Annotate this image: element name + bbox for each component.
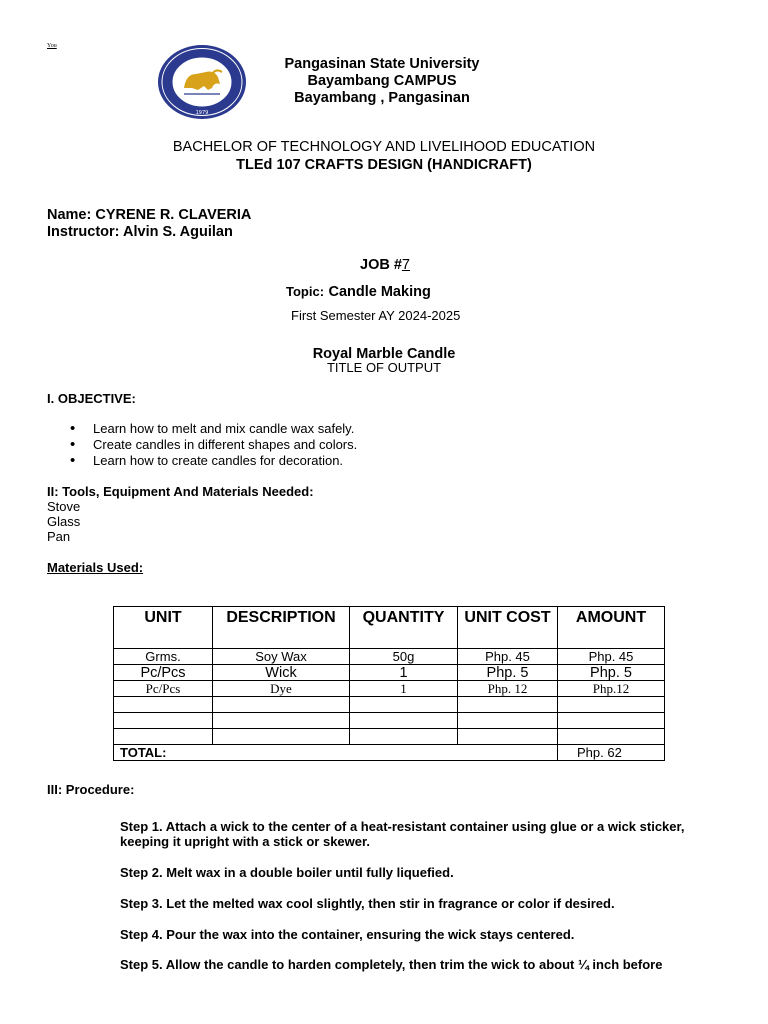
instructor-label: Instructor: — [47, 224, 120, 240]
column-header: UNIT COST — [458, 607, 558, 649]
table-row-empty — [114, 713, 665, 729]
job-value: 7 — [401, 257, 410, 273]
total-value: Php. 62 — [558, 745, 665, 761]
student-name: CYRENE R. CLAVERIA — [95, 207, 252, 223]
column-header: DESCRIPTION — [213, 607, 350, 649]
table-cell: 1 — [350, 681, 458, 697]
table-row — [114, 665, 665, 681]
list-item: • Create candles in different shapes and colors. — [70, 437, 357, 453]
university-seal-icon — [156, 44, 248, 120]
instructor-line — [47, 224, 233, 240]
topic-label: Topic: — [286, 284, 325, 299]
objective-heading: I. OBJECTIVE: — [47, 391, 136, 406]
course-title: TLEd 107 CRAFTS DESIGN (HANDICRAFT) — [236, 157, 532, 173]
campus-name: Bayambang CAMPUS — [307, 73, 457, 89]
table-cell: Php. 5 — [458, 665, 558, 681]
table-row — [114, 681, 665, 697]
tool-item: Glass — [47, 514, 81, 529]
job-number — [360, 257, 410, 273]
seal-year: 1979 — [195, 110, 209, 116]
table-cell: Php. 45 — [458, 649, 558, 665]
name-label: Name: — [47, 207, 92, 223]
table-row-empty — [114, 697, 665, 713]
table-cell: Php. 12 — [458, 681, 558, 697]
table-cell: Dye — [213, 681, 350, 697]
table-cell: Soy Wax — [213, 649, 350, 665]
job-label: JOB # — [360, 257, 402, 273]
output-caption: TITLE OF OUTPUT — [326, 360, 442, 375]
instructor-name: Alvin S. Aguilan — [123, 224, 233, 240]
total-row — [114, 745, 665, 761]
table-cell: Php.12 — [558, 681, 665, 697]
table-row — [114, 649, 665, 665]
materials-table — [113, 606, 665, 761]
table-cell: Wick — [213, 665, 350, 681]
list-item: • Learn how to create candles for decoration. — [70, 453, 357, 469]
topic-value: Candle Making — [328, 284, 431, 300]
list-item: • Learn how to melt and mix candle wax safely. — [70, 421, 357, 437]
procedure-heading: III: Procedure: — [47, 782, 135, 797]
university-name: Pangasinan State University — [284, 56, 480, 72]
tools-heading: II: Tools, Equipment And Materials Needed: — [47, 484, 314, 499]
total-label: TOTAL: — [114, 745, 558, 761]
output-title: Royal Marble Candle — [312, 346, 456, 362]
table-header-row — [114, 607, 665, 649]
column-header: UNIT — [114, 607, 213, 649]
procedure-step: Step 4. Pour the wax into the container, ensuring the wick stays centered. — [120, 927, 575, 942]
program-title: BACHELOR OF TECHNOLOGY AND LIVELIHOOD EDUCATION — [172, 139, 596, 155]
procedure-step: Step 1. Attach a wick to the center of a heat-resistant container using glue or a wick sticker, keeping it upright with a stick or skewer. — [120, 819, 685, 849]
materials-heading: Materials Used: — [47, 560, 144, 575]
procedure-step: Step 2. Melt wax in a double boiler until fully liquefied. — [120, 865, 454, 880]
topic-line — [286, 283, 431, 301]
table-row-empty — [114, 729, 665, 745]
table-cell: 50g — [350, 649, 458, 665]
objective-list — [70, 421, 357, 469]
tool-item: Stove — [47, 499, 81, 514]
procedure-step: Step 5. Allow the candle to harden completely, then trim the wick to about ¼ inch before — [120, 957, 663, 972]
table-cell: 1 — [350, 665, 458, 681]
table-cell: Php. 45 — [558, 649, 665, 665]
student-name-line — [47, 207, 251, 223]
table-cell: Pc/Pcs — [114, 681, 213, 697]
column-header: AMOUNT — [558, 607, 665, 649]
corner-note: You — [47, 43, 57, 49]
table-cell: Pc/Pcs — [114, 665, 213, 681]
table-cell: Php. 5 — [558, 665, 665, 681]
table-cell: Grms. — [114, 649, 213, 665]
column-header: QUANTITY — [350, 607, 458, 649]
procedure-step: Step 3. Let the melted wax cool slightly, then stir in fragrance or color if desired. — [120, 896, 615, 911]
tool-item: Pan — [47, 529, 71, 544]
campus-location: Bayambang , Pangasinan — [294, 90, 470, 106]
semester: First Semester AY 2024-2025 — [291, 308, 461, 323]
